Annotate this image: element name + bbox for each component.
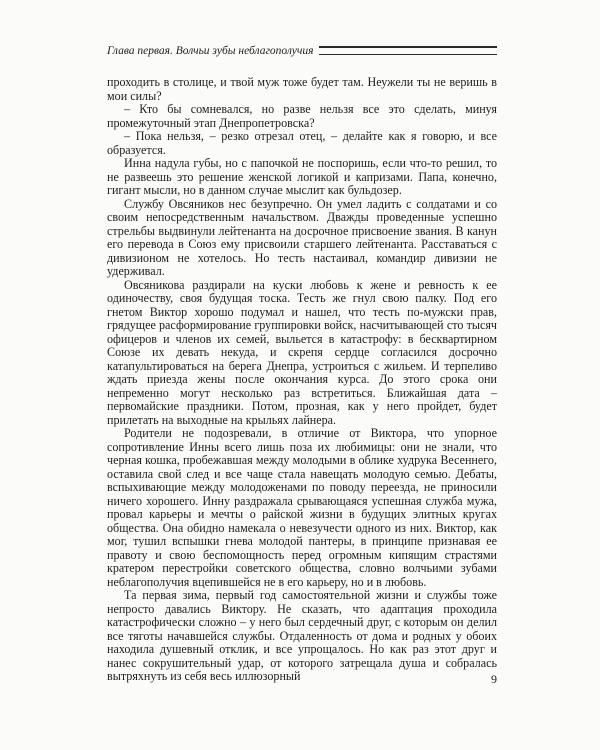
paragraph: Службу Овсяников нес безупречно. Он умел ладить с солдатами и со своим непосредственным начальством. Дважды проведенные успешно стрельбы выдвинули лейтенанта на досрочное присвоение звания. В канун его перевода в Союз ему присвоили старшего лейтенанта. Расставаться с дивизионом не хотелось. Но тесть настаивал, командир дивизии не удерживал. <box>107 196 497 278</box>
page-number: 9 <box>491 672 497 686</box>
paragraph: Инна надула губы, но с папочкой не поспоришь, если что-то решил, то не развеешь это решение женской логикой и капризами. Папа, конечно, гигант мысли, но в данном случае мыслит как бульдозер. <box>107 156 497 197</box>
paragraph: – Кто бы сомневался, но разве нельзя все это сделать, минуя промежуточный этап Днепропетровска? <box>107 102 497 130</box>
running-head <box>107 44 497 58</box>
paragraph: проходить в столице, и твой муж тоже будет там. Неужели ты не веришь в мои силы? <box>107 75 497 103</box>
paragraph: Родители не подозревали, в отличие от Виктора, что упорное сопротивление Инны всего лишь поза их любимицы: они не знали, что черная кошка, пробежавшая между молодыми в облике худрука Весеннего, оставила свой след и все чаще стала навещать молодую семью. Дебаты, вспыхивающие между молодоженами по поводу переезда, не приносили ничего хорошего. Инну раздражала срывающаяся успешная служба мужа, провал карьеры и мечты о райской жизни в будущих элитных кругах общества. Она обидно намекала о невезучести одного из них. Виктор, как мог, тушил вспышки гнева молодой пантеры, в принципе признавая ее правоту и свою беспомощность перед огромным кипящим страстями кратером перестройки советского общества, словно волчьими зубами неблагополучия вцепившейся не в его карьеру, но и в любовь. <box>107 426 497 589</box>
paragraph: Та первая зима, первый год самостоятельной жизни и службы тоже непросто давались Виктору. Не сказать, что адаптация проходила катастрофически сложно – у него был сердечный друг, с которым он делил все тяготы начавшейся службы. Отдаленность от дома и родных у обоих находила душевный отклик, и все упрощалось. Но как раз этот друг и нанес сокрушительный удар, от которого затрещала душа и собралась вытряхнуть из себя весь иллюзорный <box>107 588 497 683</box>
paragraph: – Пока нельзя, – резко отрезал отец, – делайте как я говорю, и все образуется. <box>107 129 497 157</box>
header-rule <box>319 46 497 55</box>
running-title: Глава первая. Волчьи зубы неблагополучия <box>107 45 314 57</box>
body-text <box>107 76 497 684</box>
paragraph: Овсяникова раздирали на куски любовь к жене и ревность к ее одиночеству, своя будущая тоска. Тесть же гнул свою палку. Под его гнетом Виктор хорошо подумал и нашел, что тесть по-мужски прав, грядущее расформирование группировки войск, насчитывающей сто тысяч офицеров и членов их семей, выльется в катастрофу: в бесквартирном Союзе их девать некуда, и скрепя сердце согласился досрочно катапультироваться на берега Днепра, устроиться с жильем. И терпеливо ждать приезда жены после окончания курса. До этого срока они непременно могут несколько раз встретиться. Ближайшая дата – первомайские праздники. Потом, прозная, как у него пройдет, будет прилетать на выходные на крыльях лайнера. <box>107 277 497 427</box>
